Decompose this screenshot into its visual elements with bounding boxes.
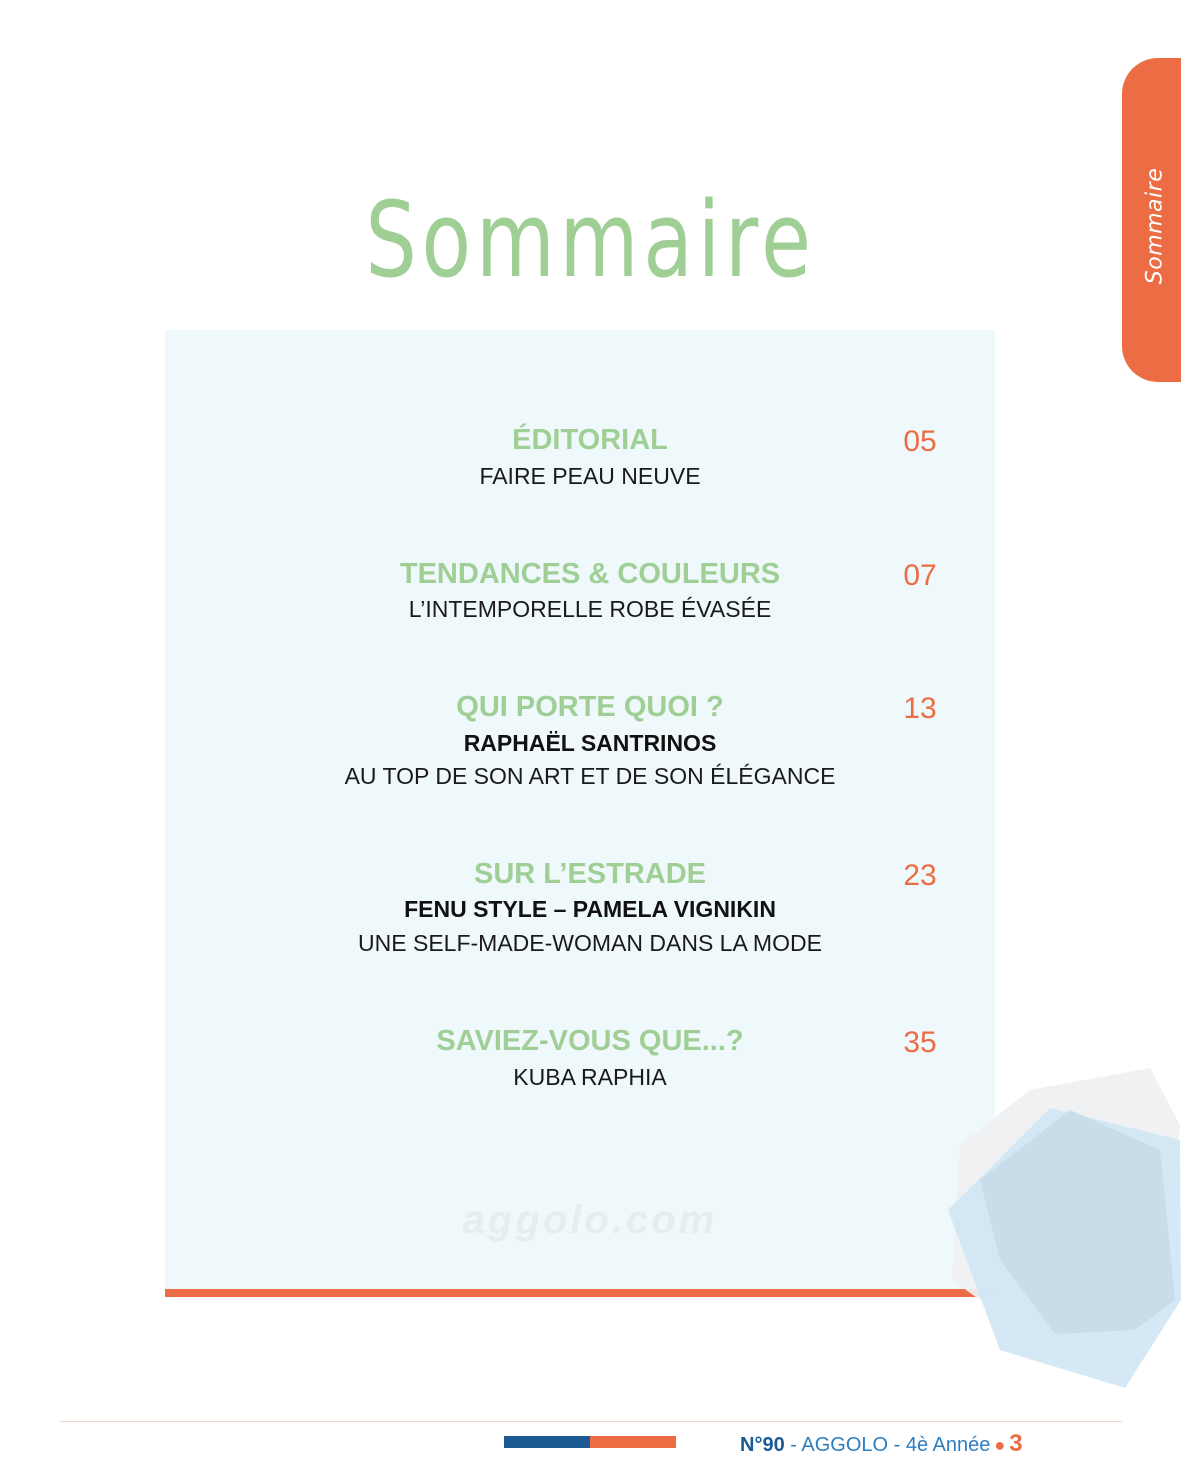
- entry-page-number[interactable]: 13: [903, 692, 937, 725]
- entry-page-number[interactable]: 05: [903, 425, 937, 458]
- footer-separator: -: [784, 1434, 802, 1456]
- footer-separator: -: [888, 1434, 906, 1456]
- entry-subtitle: AU TOP DE SON ART ET DE SON ÉLÉGANCE: [344, 763, 836, 789]
- footer-divider: [60, 1421, 1122, 1422]
- entry-heading-editorial[interactable]: ÉDITORIAL: [512, 424, 668, 456]
- issue-number: N°90: [740, 1434, 785, 1456]
- bullet-icon: ●: [994, 1435, 1006, 1455]
- issue-year: 4è Année: [905, 1434, 991, 1456]
- entry-subtitle: FAIRE PEAU NEUVE: [479, 463, 701, 489]
- entry-subtitle: KUBA RAPHIA: [513, 1064, 667, 1090]
- entry-bold-line: FENU STYLE – PAMELA VIGNIKIN: [404, 896, 776, 922]
- entry-page-number[interactable]: 35: [903, 1026, 937, 1059]
- entry-heading-saviez-vous[interactable]: SAVIEZ-VOUS QUE...?: [436, 1025, 744, 1057]
- entry-subtitle: L’INTEMPORELLE ROBE ÉVASÉE: [408, 596, 772, 622]
- footer-bar-orange: [590, 1436, 676, 1448]
- entry-heading-sur-l-estrade[interactable]: SUR L’ESTRADE: [473, 858, 707, 890]
- entry-heading-qui-porte-quoi[interactable]: QUI PORTE QUOI ?: [456, 691, 724, 723]
- page-number: 3: [1009, 1430, 1023, 1457]
- decorative-hexagons: [930, 1050, 1181, 1400]
- side-tab-label: Sommaire: [1142, 167, 1168, 285]
- panel-divider: [165, 1289, 995, 1297]
- footer-info: [740, 1430, 1120, 1458]
- entry-heading-tendances[interactable]: TENDANCES & COULEURS: [399, 558, 781, 590]
- footer-bar-blue: [504, 1436, 590, 1448]
- entry-bold-line: RAPHAËL SANTRINOS: [463, 730, 717, 756]
- entry-subtitle: UNE SELF-MADE-WOMAN DANS LA MODE: [358, 930, 822, 956]
- magazine-name: AGGOLO: [801, 1434, 889, 1456]
- watermark: aggolo.com: [462, 1198, 718, 1242]
- entry-page-number[interactable]: 07: [903, 559, 937, 592]
- page-title: Sommaire: [365, 179, 816, 301]
- entry-page-number[interactable]: 23: [903, 859, 937, 892]
